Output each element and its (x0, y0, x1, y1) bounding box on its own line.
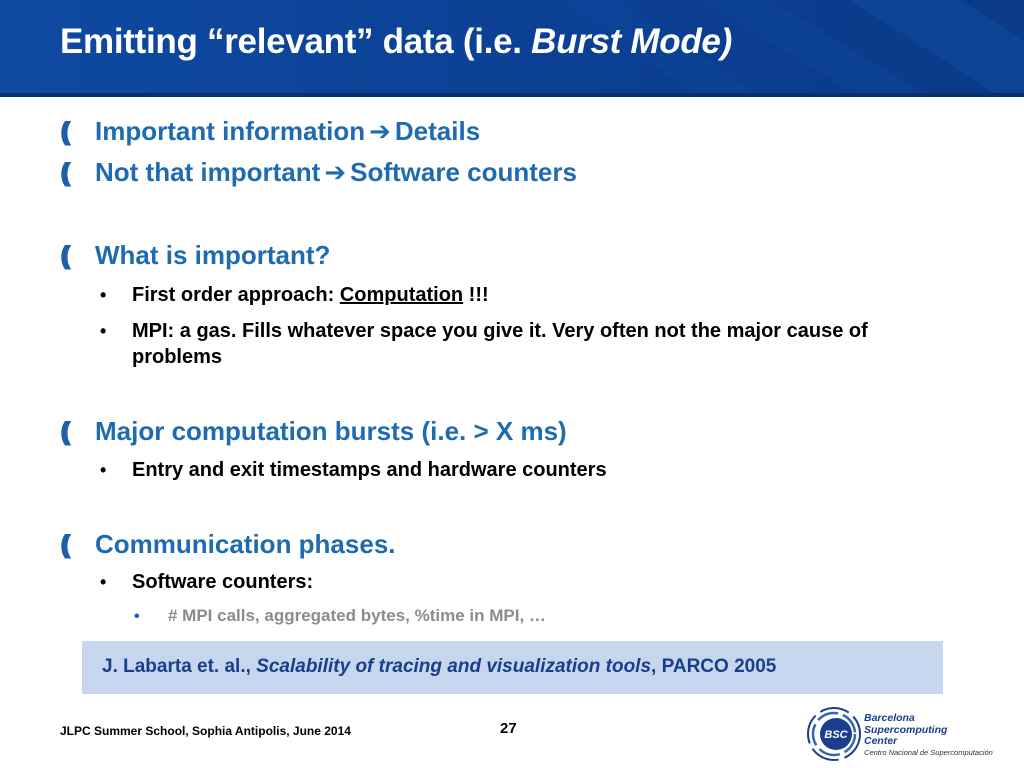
footer-text: JLPC Summer School, Sophia Antipolis, June 2014 (60, 724, 351, 738)
reference-citation (102, 656, 776, 678)
sub-item-text (100, 282, 960, 308)
reference-box (82, 641, 943, 694)
bullet-mark-icon: (( (60, 416, 66, 446)
arrow-right-icon: ➔ (369, 116, 391, 146)
sub-list-item (100, 318, 960, 370)
list-item (60, 416, 567, 447)
sub-item-text: MPI: a gas. Fills whatever space you give it. Very often not the major cause of problems (132, 320, 868, 368)
item-text: Not that important (95, 157, 321, 187)
bullet-icon: • (100, 285, 107, 305)
bullet-mark-icon: (( (60, 157, 66, 187)
title-text: Emitting “relevant” data (i.e. (60, 22, 532, 61)
bullet-icon: • (100, 572, 107, 592)
bsc-logo-icon (804, 706, 864, 762)
logo-subtitle: Centro Nacional de Supercomputación (864, 748, 993, 757)
sub-list-item (100, 569, 960, 595)
item-text: Major computation bursts (i.e. > X ms) (95, 416, 567, 446)
page-title (60, 22, 732, 62)
bullet-icon: • (134, 608, 140, 625)
sub-sub-list-item (134, 606, 546, 626)
arrow-right-icon: ➔ (324, 157, 347, 187)
bullet-icon: • (100, 321, 107, 341)
reference-venue: , PARCO 2005 (651, 656, 777, 677)
bullet-mark-icon: (( (60, 240, 66, 270)
item-text: Details (394, 116, 481, 146)
logo-line: Supercomputing (864, 723, 948, 736)
list-item (60, 157, 577, 188)
item-text: Important information (95, 116, 366, 146)
reference-title: Scalability of tracing and visualization tools (256, 656, 652, 677)
logo-line: Center (864, 735, 898, 747)
sub-sub-item-text: # MPI calls, aggregated bytes, %time in MPI, … (168, 606, 546, 625)
bullet-mark-icon: (( (60, 529, 66, 559)
bullet-mark-icon: (( (60, 116, 66, 146)
sub-item-text: Entry and exit timestamps and hardware counters (132, 459, 607, 481)
slide-header (0, 0, 1024, 97)
sub-list-item (100, 282, 960, 308)
item-text: Communication phases. (95, 529, 396, 559)
logo-name (864, 713, 947, 748)
list-item (60, 116, 480, 147)
bullet-icon: • (100, 460, 107, 480)
text-part: !!! (463, 284, 489, 306)
text-part: First order approach: (132, 284, 340, 306)
item-text: Software counters (350, 157, 577, 187)
sub-list-item (100, 457, 960, 483)
emphasis-text: Computation (339, 284, 464, 306)
reference-authors: J. Labarta et. al., (102, 656, 257, 677)
item-text: What is important? (95, 240, 331, 270)
logo-abbr: BSC (824, 729, 848, 741)
title-italic: Burst Mode) (531, 22, 732, 61)
page-number: 27 (500, 720, 517, 737)
header-divider (0, 93, 1024, 97)
sub-item-text: Software counters: (132, 571, 314, 593)
logo-line: Barcelona (864, 712, 915, 724)
list-item (60, 240, 330, 271)
list-item (60, 529, 396, 560)
